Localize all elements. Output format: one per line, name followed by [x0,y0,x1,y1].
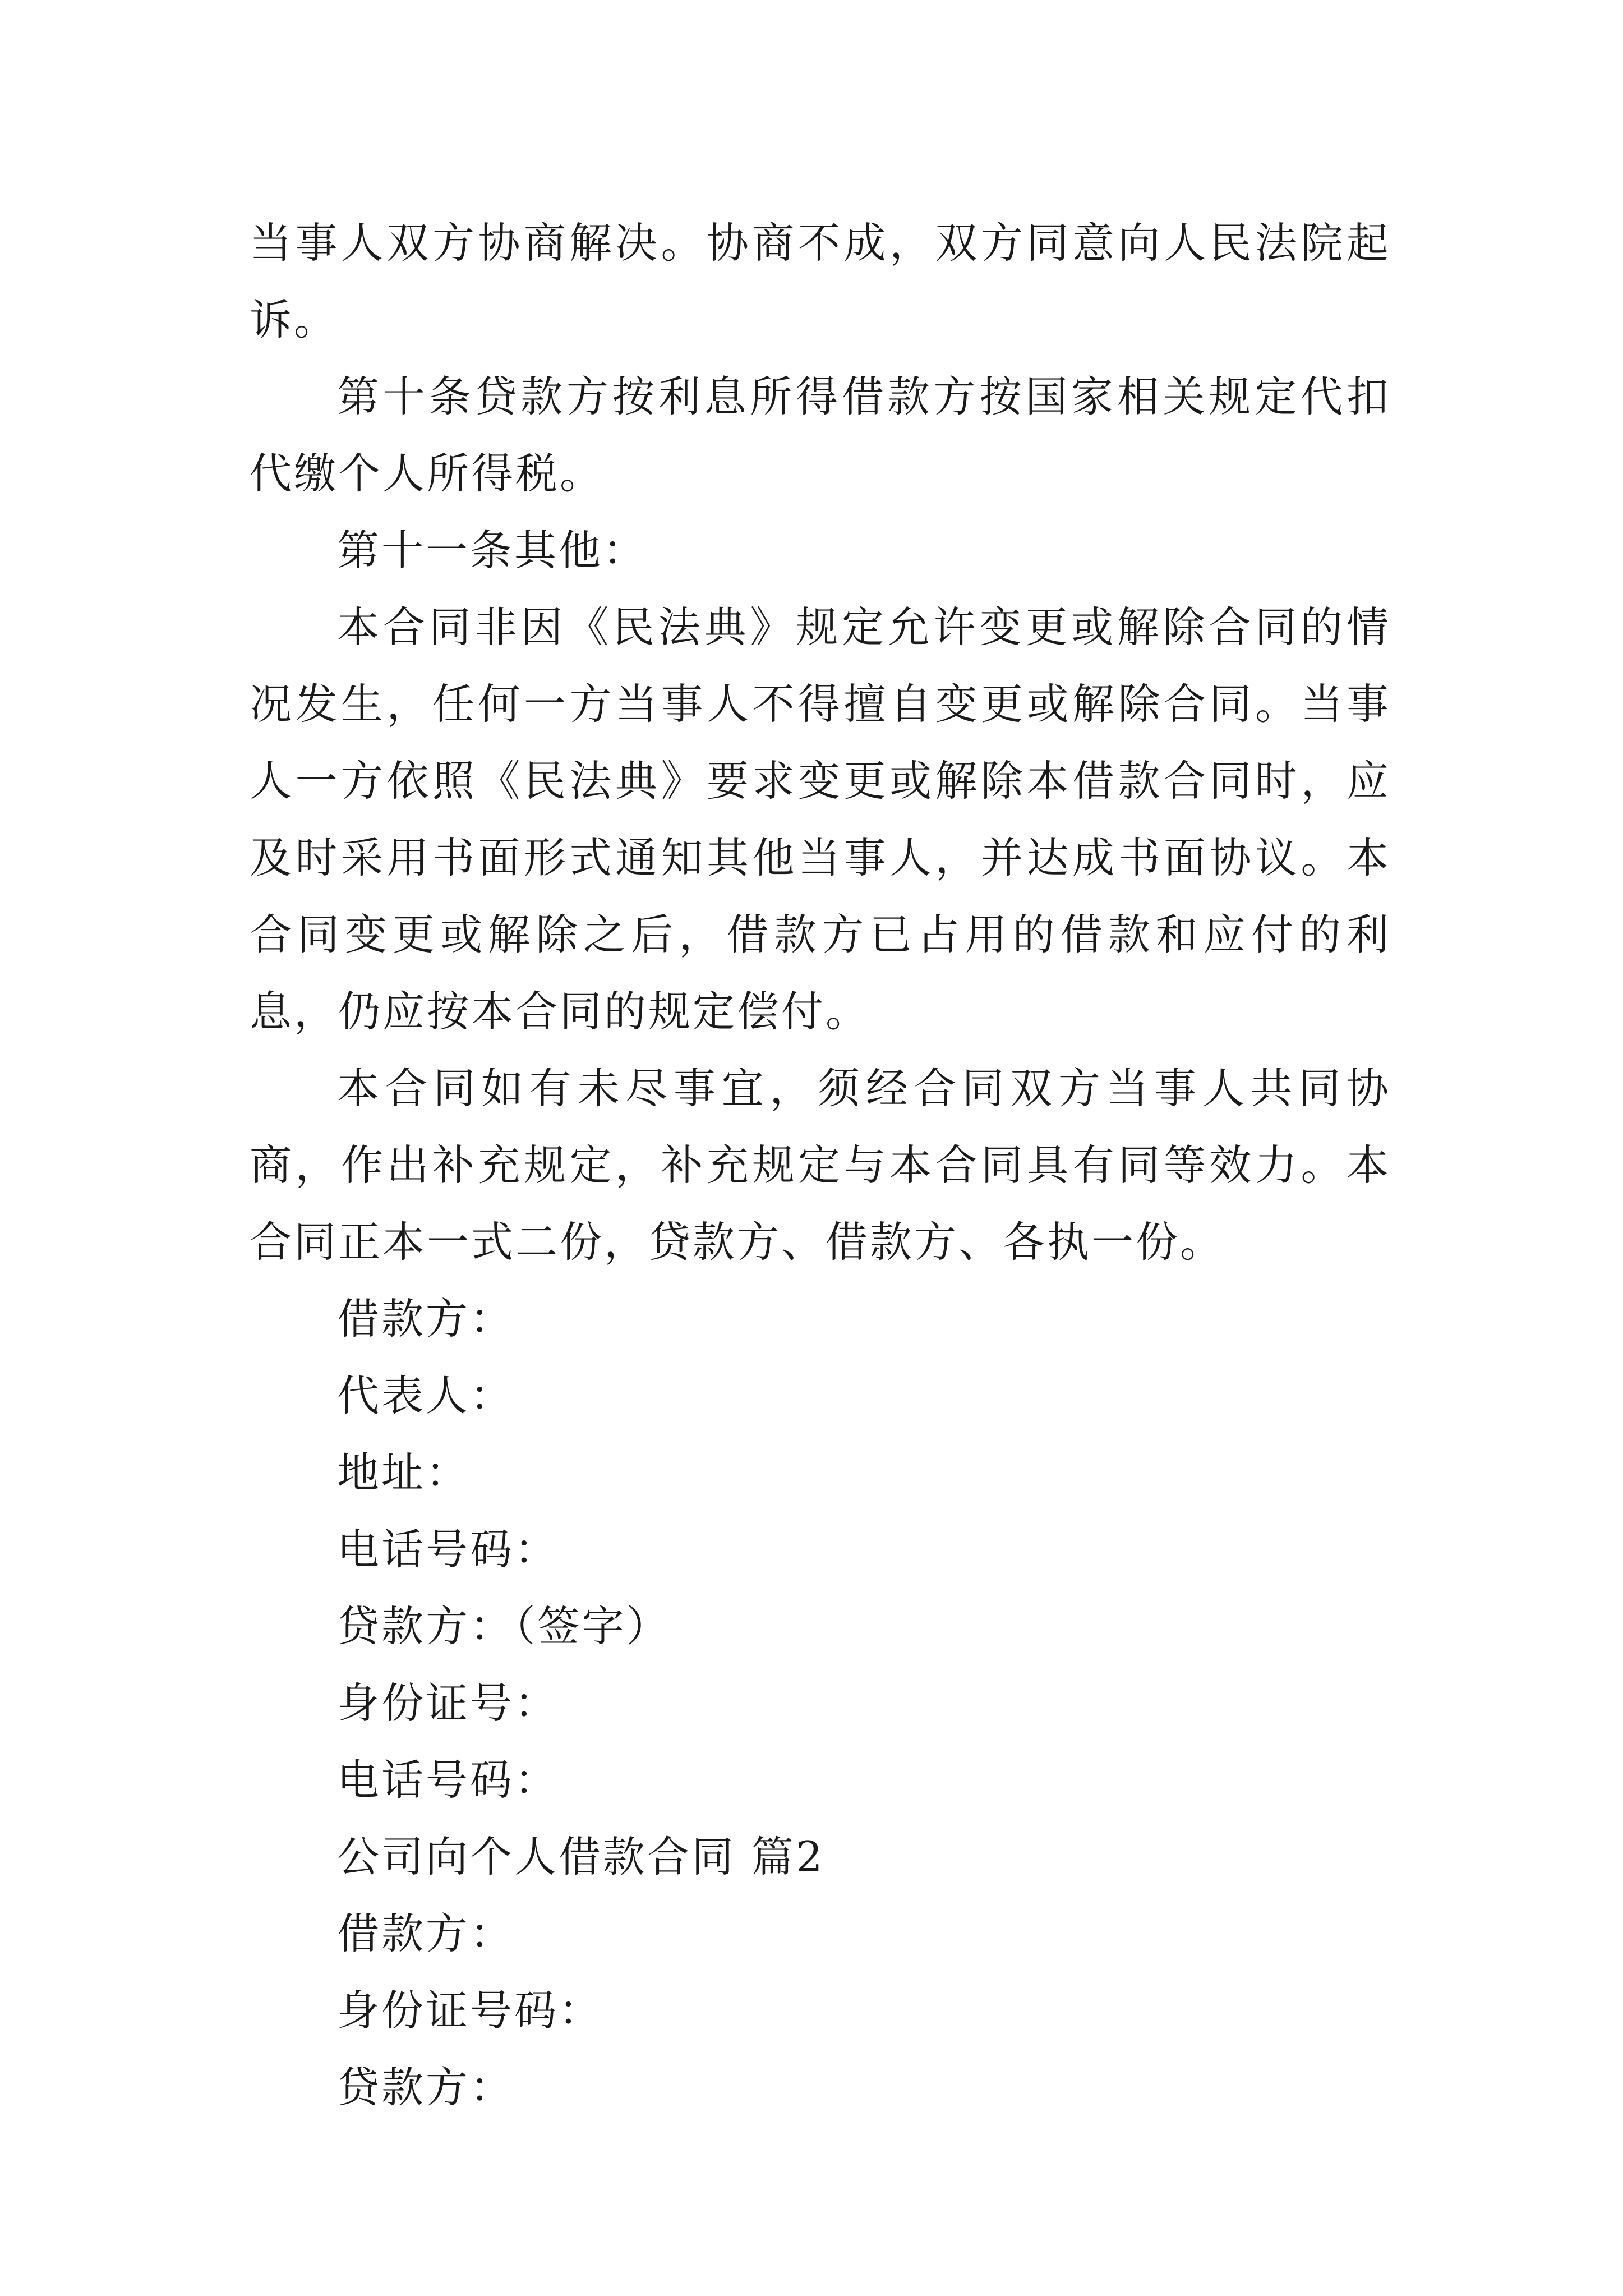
signature-borrower: 借款方： [337,1294,515,1343]
paragraph-dispute-resolution: 当事人双方协商解决。协商不成，双方同意向人民法院起诉。 [250,218,1391,344]
section-title-contract-2: 公司向个人借款合同 篇2 [337,1832,825,1881]
paragraph-supplementary-terms: 本合同如有未尽事宜，须经合同双方当事人共同协商，作出补充规定，补充规定与本合同具有同等效力。本合同正本一式二份，贷款方、借款方、各执一份。 [250,1064,1391,1267]
signature-lender: 贷款方：（签字） [337,1602,671,1651]
signature-address: 地址： [337,1448,471,1497]
paragraph-article-10: 第十条贷款方按利息所得借款方按国家相关规定代扣代缴个人所得税。 [250,372,1391,498]
contract2-lender: 贷款方： [337,2063,515,2112]
contract2-borrower: 借款方： [337,1909,515,1958]
signature-representative: 代表人： [337,1371,515,1420]
paragraph-contract-changes: 本合同非因《民法典》规定允许变更或解除合同的情况发生，任何一方当事人不得擅自变更或解除合同。当事人一方依照《民法典》要求变更或解除本借款合同时，应及时采用书面形式通知其他当事人，并达成书面协议。本合同变更或解除之后，借款方已占用的借款和应付的利息，仍应按本合同的规定偿付。 [250,602,1391,1036]
document-body [250,205,1391,2126]
paragraph-article-11-heading: 第十一条其他： [337,526,648,575]
signature-id-number: 身份证号： [337,1678,559,1728]
signature-lender-phone: 电话号码： [337,1755,559,1805]
contract2-id-number: 身份证号码： [337,1986,603,2035]
signature-phone: 电话号码： [337,1525,559,1574]
